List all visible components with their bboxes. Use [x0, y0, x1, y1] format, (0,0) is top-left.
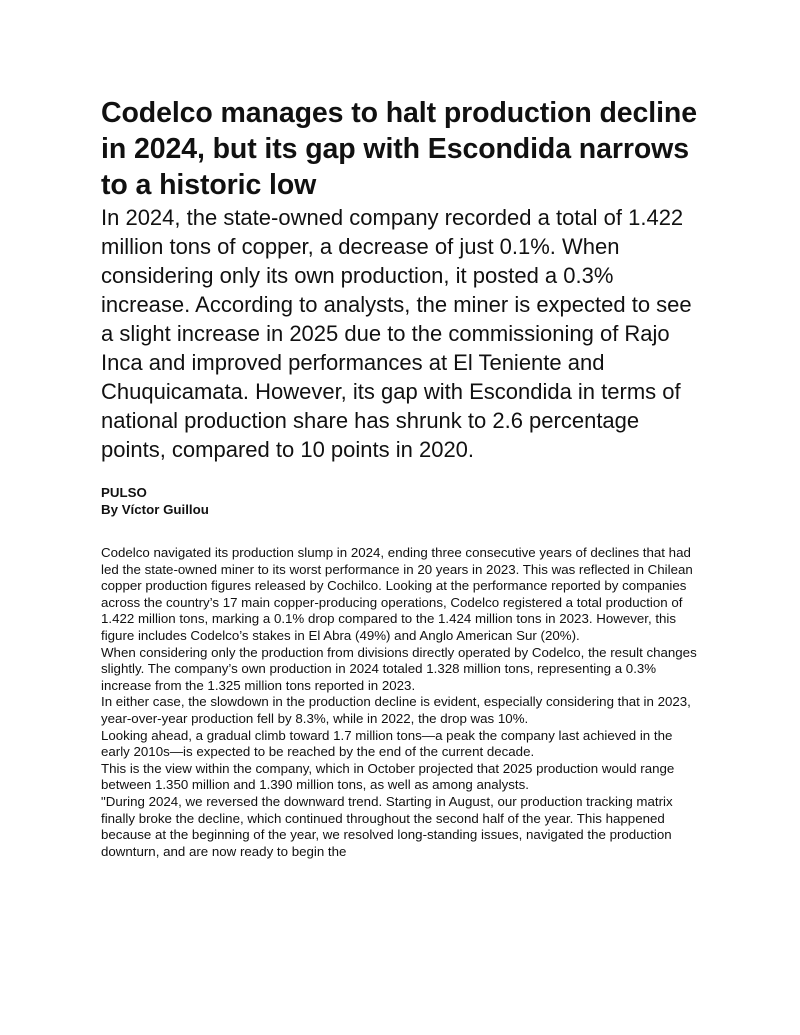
- publication-source: PULSO: [101, 485, 147, 500]
- body-paragraph: In either case, the slowdown in the production decline is evident, especially considering that in 2023, year-over-year production fell by 8.3%, while in 2022, the drop was 10%.: [101, 694, 691, 726]
- article-standfirst: In 2024, the state-owned company recorded a total of 1.422 million tons of copper, a decrease of just 0.1%. When considering only its own production, it posted a 0.3% increase. According to analysts, the miner is expected to see a slight increase in 2025 due to the commissioning of Rajo Inca and improved performances at El Teniente and Chuquicamata. However, its gap with Escondida in terms of national production share has shrunk to 2.6 percentage points, compared to 10 points in 2020.: [101, 205, 692, 462]
- article-author: By Víctor Guillou: [101, 502, 209, 517]
- article-body: [101, 545, 701, 860]
- body-paragraph: This is the view within the company, which in October projected that 2025 production would range between 1.350 million and 1.390 million tons, as well as among analysts.: [101, 760, 675, 793]
- article-headline: Codelco manages to halt production decline in 2024, but its gap with Escondida narrows to a historic low: [101, 97, 697, 201]
- body-paragraph: When considering only the production from divisions directly operated by Codelco, the result changes slightly. The company’s own production in 2024 totaled 1.328 million tons, representing a 0.3% increase from the 1.325 million tons reported in 2023.: [101, 644, 697, 693]
- byline: [101, 484, 701, 518]
- body-paragraph: Looking ahead, a gradual climb toward 1.7 million tons—a peak the company last achieved in the early 2010s—is expected to be reached by the end of the current decade.: [101, 727, 673, 760]
- body-paragraph: Codelco navigated its production slump in 2024, ending three consecutive years of declines that had led the state-owned miner to its worst performance in 20 years in 2023. This was reflected in Chilean copper production figures released by Cochilco. Looking at the performance reported by companies across the country’s 17 main copper-producing operations, Codelco registered a total production of 1.422 million tons, marking a 0.1% drop compared to the 1.424 million tons in 2023. However, this figure includes Codelco’s stakes in El Abra (49%) and Anglo American Sur (20%).: [101, 545, 693, 643]
- article: [101, 95, 701, 860]
- body-paragraph: "During 2024, we reversed the downward trend. Starting in August, our production tracking matrix finally broke the decline, which continued throughout the second half of the year. This happened because at the beginning of the year, we resolved long-standing issues, navigated the production downturn, and are now ready to begin the: [101, 793, 673, 859]
